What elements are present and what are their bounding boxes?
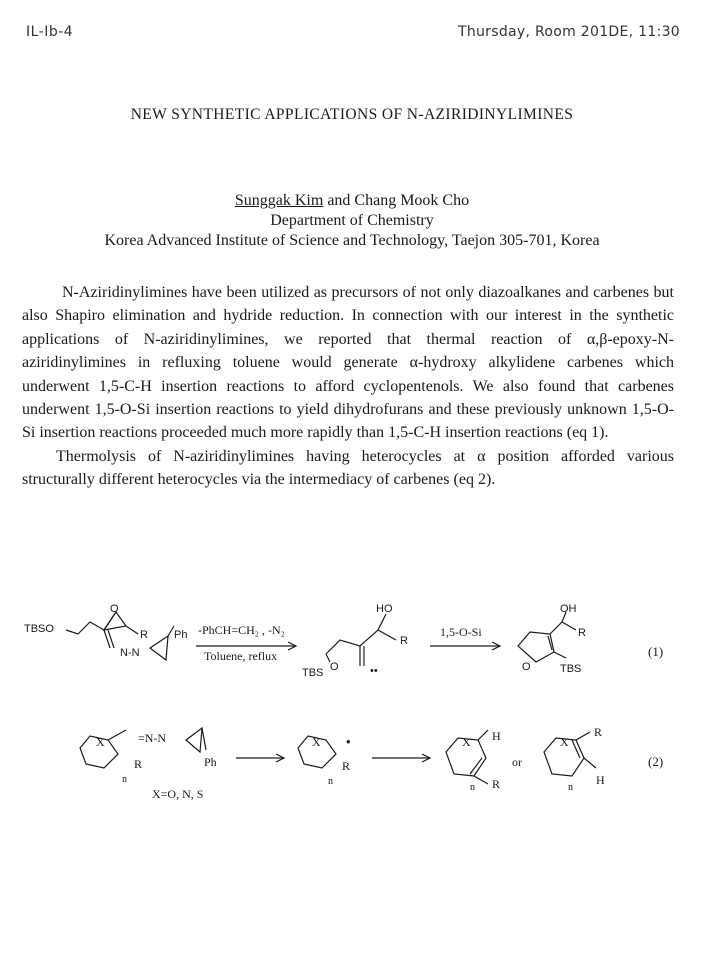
reaction-scheme — [0, 590, 704, 820]
eq2-productA-x: X — [462, 735, 471, 749]
eq1-carbene-oh-bond — [378, 614, 386, 630]
eq2-productB-h: H — [596, 773, 605, 787]
eq2-productA-h: H — [492, 729, 501, 743]
eq2-productB-r: R — [594, 725, 603, 739]
eq2-carbene-x: X — [312, 735, 321, 749]
eq1-reactant-ph: Ph — [174, 629, 188, 641]
eq2-ph-bond — [202, 728, 206, 750]
eq1-carbene-vinylidene — [360, 646, 364, 666]
eq2-reactant-r: R — [134, 757, 143, 771]
eq2-reactant-n: n — [122, 774, 127, 785]
eq2-carbene-n: n — [328, 776, 333, 787]
abstract-paragraph-1: N-Aziridinylimines have been utilized as precursors of not only diazoalkanes and carbenes but also Shapiro elimination and hydride reduction. In connection with our interest in the synthetic applications of N-aziridinylimines, we reported that thermal reaction of α,β-epoxy-N-aziridinylimines in refluxing toluene would generate α-hydroxy alkylidene carbenes which underwent 1,5-C-H insertion reactions to afford cyclopentenols. We also found that carbenes underwent 1,5-O-Si insertion reactions to yield dihydrofurans and these previously unknown 1,5-O-Si insertion reactions proceeded much more rapidly than 1,5-C-H insertion reactions (eq 1). — [22, 284, 674, 442]
author-block — [0, 191, 704, 251]
eq2-label: (2) — [648, 754, 664, 769]
eq1-reactant-r-bond — [126, 626, 138, 634]
institution: Korea Advanced Institute of Science and Technology, Taejon 305-701, Korea — [104, 232, 600, 249]
eq2-productB-x: X — [560, 735, 569, 749]
eq1-aziridine — [150, 636, 168, 660]
eq1-tbso-label: TBSO — [24, 623, 54, 635]
eq1-carbene-dots: •• — [370, 665, 378, 677]
eq1-product-tbs: TBS — [560, 663, 582, 675]
eq2-productA-r: R — [492, 777, 501, 791]
eq1-product-r: R — [578, 627, 586, 639]
eq1-product-oh: OH — [560, 603, 577, 615]
eq1-label: (1) — [648, 644, 664, 659]
eq2-reactant-imine: =N-N — [138, 731, 167, 745]
eq1-product-o: O — [522, 661, 531, 673]
eq2-productA-n: n — [470, 782, 475, 793]
eq1-conditions-bottom: Toluene, reflux — [204, 649, 278, 663]
eq2-reactant-aziridine — [186, 728, 202, 752]
eq2-carbene-dots: • — [346, 734, 351, 749]
department: Department of Chemistry — [270, 212, 434, 229]
presenting-author: Sunggak Kim — [234, 192, 324, 209]
session-time: Thursday, Room 201DE, 11:30 — [457, 24, 680, 40]
eq1-conditions-top: -PhCH=CH₂ , -N₂ — [198, 623, 285, 637]
eq2-reactant-ph: Ph — [204, 755, 217, 769]
abstract-body — [22, 281, 674, 492]
eq1-carbene-o: O — [330, 661, 339, 673]
paper-title: NEW SYNTHETIC APPLICATIONS OF N-AZIRIDINYLIMINES — [130, 106, 574, 123]
session-code: IL-Ib-4 — [26, 24, 74, 40]
eq1-imine-bond — [104, 630, 114, 648]
eq2-productB-n: n — [568, 782, 573, 793]
eq2-footnote: X=O, N, S — [152, 787, 204, 801]
eq1-product-chain — [550, 622, 576, 634]
eq1-epoxide-o: O — [110, 603, 119, 615]
eq1-carbene-ho: HO — [376, 603, 393, 615]
eq1-arrow2-label: 1,5-O-Si — [440, 625, 482, 639]
eq1-carbene-skeleton — [326, 630, 396, 654]
co-author: and Chang Mook Cho — [323, 192, 470, 209]
eq1-carbene-tbs: TBS — [302, 667, 324, 679]
eq1-reactant-r: R — [140, 629, 148, 641]
eq2-carbene-r: R — [342, 759, 351, 773]
eq1-reactant-nn: N-N — [120, 647, 140, 659]
abstract-paragraph-2: Thermolysis of N-aziridinylimines having heterocycles at α position afforded various structurally different heterocycles via the intermediacy of carbenes (eq 2). — [22, 447, 674, 489]
eq1-carbene-r: R — [400, 635, 408, 647]
eq2-or: or — [512, 755, 522, 769]
eq2-reactant-x: X — [96, 735, 105, 749]
